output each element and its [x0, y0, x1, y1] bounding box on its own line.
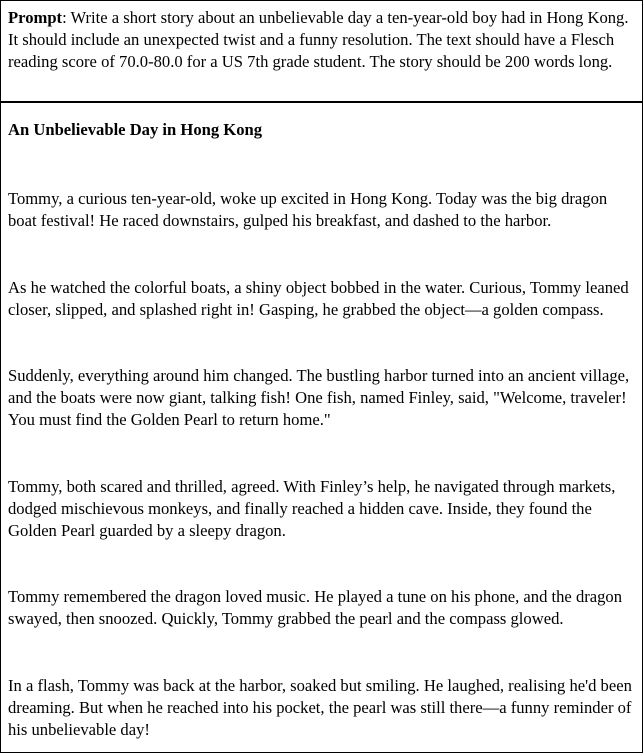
- story-title: An Unbelievable Day in Hong Kong: [8, 120, 263, 139]
- story-paragraph: As he watched the colorful boats, a shiny object bobbed in the water. Curious, Tommy leaned closer, slipped, and splashed right in! Gasping, he grabbed the object—a golden compass.: [8, 277, 629, 319]
- prompt-label: Prompt: [8, 8, 63, 27]
- story-paragraph: Suddenly, everything around him changed. The bustling harbor turned into an ancient village, and the boats were now giant, talking fish! One fish, named Finley, said, "Welcome, traveler! You must find the Golden Pearl to return home.": [8, 366, 630, 430]
- story-paragraph: Tommy remembered the dragon loved music. He played a tune on his phone, and the dragon swayed, then snoozed. Quickly, Tommy grabbed the pearl and the compass glowed.: [8, 587, 623, 629]
- prompt-section: [1, 1, 642, 103]
- prompt-text: : Write a short story about an unbelievable day a ten-year-old boy had in Hong Kong. It should include an unexpected twist and a funny resolution. The text should have a Flesch reading score of 70.0-80.0 for a US 7th grade student. The story should be 200 words long.: [8, 8, 629, 72]
- story-paragraph: In a flash, Tommy was back at the harbor, soaked but smiling. He laughed, realising he'd been dreaming. But when he reached into his pocket, the pearl was still there—a funny reminder of his unbelievable day!: [8, 675, 632, 740]
- story-paragraph: Tommy, a curious ten-year-old, woke up excited in Hong Kong. Today was the big dragon boat festival! He raced downstairs, gulped his breakfast, and dashed to the harbor.: [8, 189, 608, 231]
- story-section: [1, 103, 642, 741]
- story-paragraph: Tommy, both scared and thrilled, agreed. With Finley’s help, he navigated through markets, dodged mischievous monkeys, and finally reached a hidden cave. Inside, they found the Golden Pearl guarded by a sleepy dragon.: [8, 476, 616, 541]
